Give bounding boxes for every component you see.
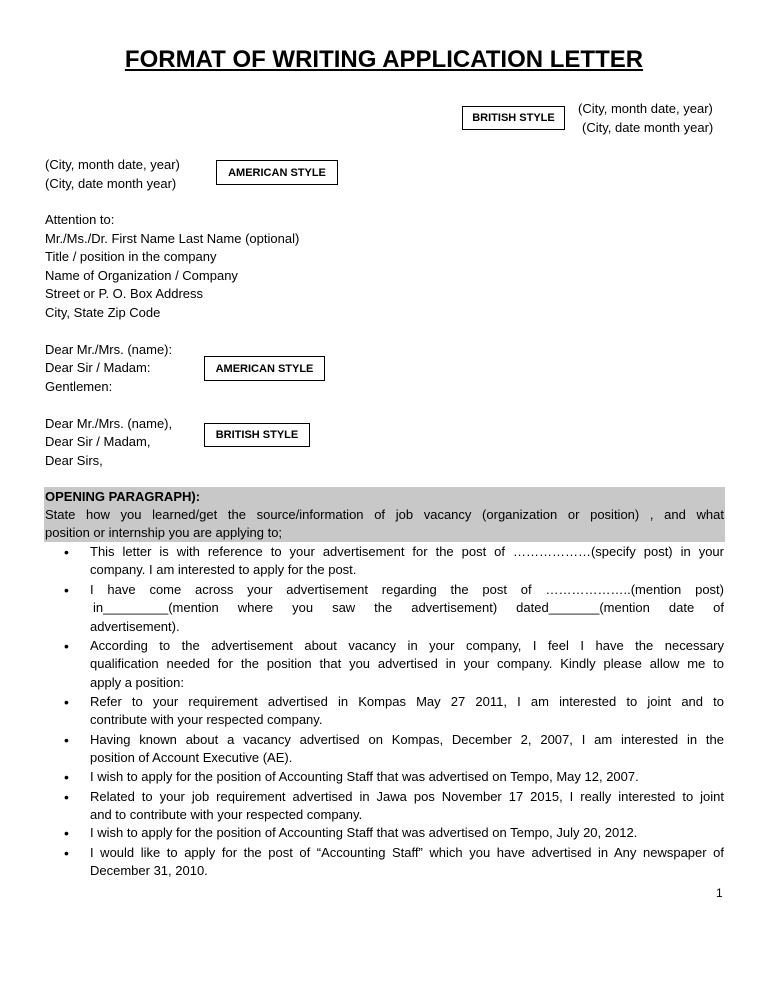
american-date-line-1: (City, month date, year) xyxy=(45,157,180,172)
page-number: 1 xyxy=(716,886,723,900)
list-item: I have come across your advertisement regarding the post of ………………..(mention post) in_________(mention where you saw the advertisement) dated_______(mention date of advertisement). xyxy=(90,582,724,634)
section-heading: OPENING PARAGRAPH): xyxy=(45,489,201,504)
salutation-american-line: Dear Mr./Mrs. (name): xyxy=(45,342,173,357)
list-item: I would like to apply for the post of “Accounting Staff” which you have advertised in Any newspaper of December 31, 2010. xyxy=(90,845,724,879)
bullet-icon: • xyxy=(64,694,69,710)
address-line: Name of Organization / Company xyxy=(45,268,238,283)
bullet-icon: • xyxy=(64,638,69,654)
salutation-american-line: Dear Sir / Madam: xyxy=(45,360,151,375)
salutation-british-line: Dear Sirs, xyxy=(45,453,103,468)
list-item: I wish to apply for the position of Accounting Staff that was advertised on Tempo, July 20, 2012. xyxy=(90,825,638,840)
bullet-icon: • xyxy=(64,544,69,560)
bullet-icon: • xyxy=(64,769,69,785)
address-line: Mr./Ms./Dr. First Name Last Name (optional) xyxy=(45,231,300,246)
list-item: Related to your job requirement advertised in Jawa pos November 17 2015, I really interested to joint and to contribute with your respected company. xyxy=(90,789,724,823)
british-date-line-1: (City, month date, year) xyxy=(578,101,713,116)
bullet-icon: • xyxy=(64,825,69,841)
american-date-line-2: (City, date month year) xyxy=(45,176,177,191)
american-style-label: AMERICAN STYLE xyxy=(216,160,338,185)
list-item: According to the advertisement about vacancy in your company, I feel I have the necessary qualification needed for the position that you advertised in your company. Kindly please allow me to apply a position: xyxy=(90,638,724,690)
salutation-british-line: Dear Mr./Mrs. (name), xyxy=(45,416,173,431)
section-description-line: State how you learned/get the source/information of job vacancy (organization or position) , and what xyxy=(45,507,724,522)
address-line: City, State Zip Code xyxy=(45,305,161,320)
salutation-british-line: Dear Sir / Madam, xyxy=(45,434,151,449)
british-date-line-2: (City, date month year) xyxy=(582,120,714,135)
address-line: Title / position in the company xyxy=(45,249,217,264)
british-style-label: BRITISH STYLE xyxy=(204,423,310,447)
address-line: Street or P. O. Box Address xyxy=(45,286,204,301)
list-item: I wish to apply for the position of Accounting Staff that was advertised on Tempo, May 12, 2007. xyxy=(90,769,639,784)
address-line: Attention to: xyxy=(45,212,115,227)
list-item: Refer to your requirement advertised in Kompas May 27 2011, I am interested to joint and to contribute with your respected company. xyxy=(90,694,724,728)
section-description-line: position or internship you are applying to; xyxy=(45,525,283,540)
bullet-icon: • xyxy=(64,789,69,805)
british-style-label: BRITISH STYLE xyxy=(462,106,565,130)
bullet-icon: • xyxy=(64,732,69,748)
bullet-icon: • xyxy=(64,582,69,598)
salutation-american-line: Gentlemen: xyxy=(45,379,113,394)
bullet-icon: • xyxy=(64,845,69,861)
list-item: This letter is with reference to your advertisement for the post of ………………(specify post) in your company. I am interested to apply for the post. xyxy=(90,544,724,578)
list-item: Having known about a vacancy advertised on Kompas, December 2, 2007, I am interested in the position of Account Executive (AE). xyxy=(90,732,724,766)
page-title: FORMAT OF WRITING APPLICATION LETTER xyxy=(124,46,644,73)
american-style-label: AMERICAN STYLE xyxy=(204,356,325,381)
